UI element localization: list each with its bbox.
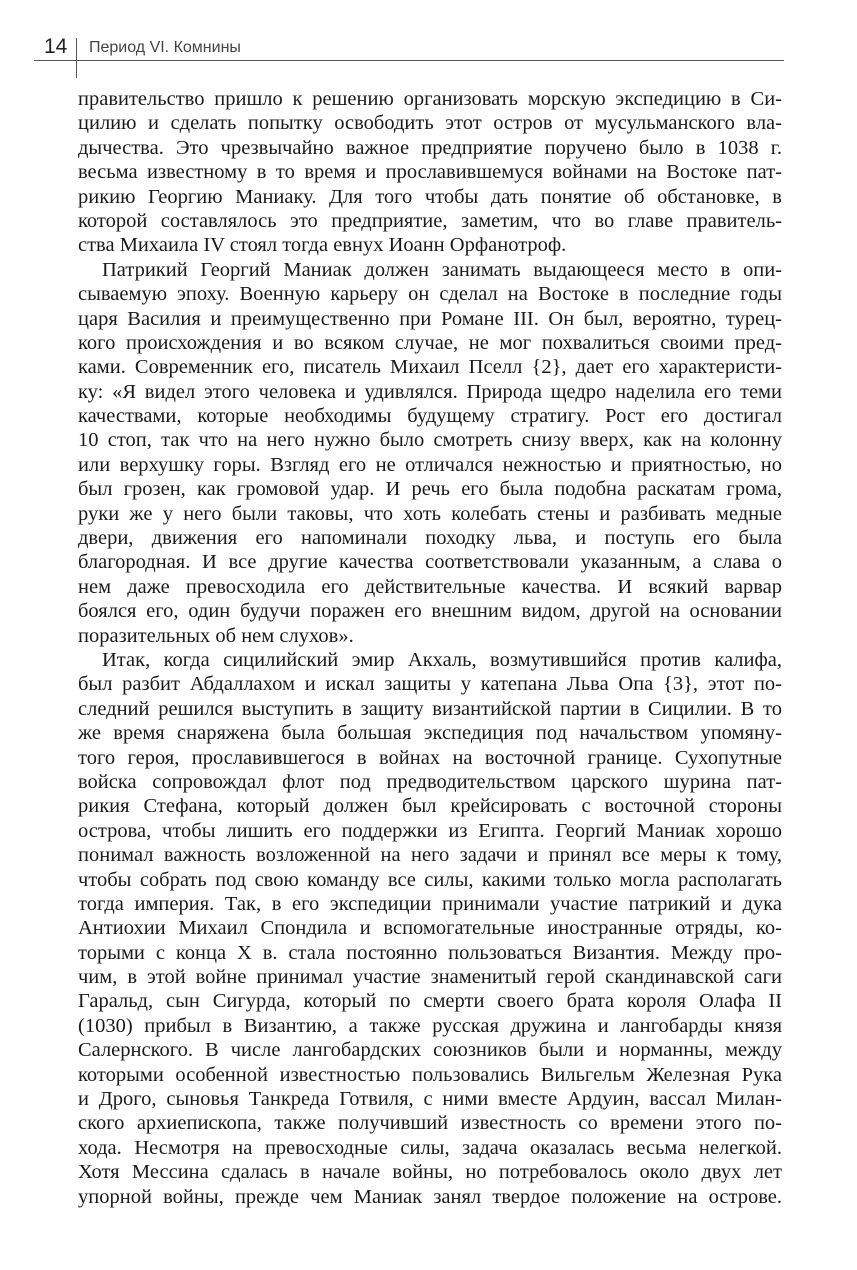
text-line: следний решился выступить в защиту византийской партии в Сицилии. В то: [78, 697, 782, 720]
text-line: рикия Стефана, который должен был крейсировать с восточной стороны: [78, 795, 782, 818]
text-line: или верхушку горы. Взгляд его не отличался нежностью и приятностью, но: [78, 453, 782, 476]
text-line: кого происхождения и во всяком случае, не мог похвалиться своими пред-: [78, 331, 782, 354]
text-line: благородная. И все другие качества соответствовали указанным, а слава о: [78, 551, 782, 574]
text-line: тогда империя. Так, в его экспедиции принимали участие патрикий и дука: [78, 892, 782, 915]
text-line: ку: «Я видел этого человека и удивлялся. Природа щедро наделила его теми: [78, 380, 782, 403]
running-title: Период VI. Комнины: [89, 39, 241, 56]
text-line: сываемую эпоху. Военную карьеру он сделал на Востоке в последние годы: [78, 283, 782, 306]
header-divider-tick: [76, 38, 77, 78]
text-line: рикию Георгию Маниаку. Для того чтобы дать понятие об обстановке, в: [78, 185, 782, 208]
text-line: и Дрого, сыновья Танкреда Готвиля, с ними вместе Ардуин, вассал Милан-: [78, 1088, 782, 1111]
text-line: Антиохии Михаил Спондила и вспомогательные иностранные отряды, ко-: [78, 917, 782, 940]
header-rule: [34, 60, 784, 61]
text-line: понимал важность возложенной на него задачи и принял все меры к тому,: [78, 844, 782, 867]
running-head: [34, 34, 784, 64]
text-line: того героя, прославившегося в войнах на восточной границе. Сухопутные: [78, 746, 782, 769]
text-line: был грозен, как громовой удар. И речь его была подобна раскатам грома,: [78, 478, 782, 501]
text-line: ства Михаила IV стоял тогда евнух Иоанн Орфанотроф.: [78, 234, 567, 257]
text-line: чим, в этой войне принимал участие знаменитый герой скандинавской саги: [78, 966, 782, 989]
text-line: ского архиепископа, также получивший известность со времени этого по-: [78, 1112, 782, 1135]
text-line: поразительных об нем слухов».: [78, 624, 354, 647]
text-line: 10 стоп, так что на него нужно было смотреть снизу вверх, как на колонну: [78, 429, 782, 452]
page-number: 14: [44, 35, 68, 58]
text-line: ками. Современник его, писатель Михаил Пселл {2}, дает его характеристи-: [78, 356, 782, 379]
text-line: руки же у него были таковы, что хоть колебать стены и разбивать медные: [78, 502, 782, 525]
text-line: войска сопровождал флот под предводительством царского шурина пат-: [78, 770, 782, 793]
text-line: был разбит Абдаллахом и искал защиты у катепана Льва Опа {3}, этот по-: [78, 673, 782, 696]
text-line: которыми особенной известностью пользовались Вильгельм Железная Рука: [78, 1063, 782, 1086]
text-line: которой составлялось это предприятие, заметим, что во главе правитель-: [78, 209, 782, 232]
text-line: дычества. Это чрезвычайно важное предприятие поручено было в 1038 г.: [78, 136, 782, 159]
text-line: упорной войны, прежде чем Маниак занял твердое положение на острове.: [78, 1185, 782, 1208]
text-line: хода. Несмотря на превосходные силы, задача оказалась весьма нелегкой.: [78, 1136, 782, 1159]
text-line: двери, движения его напоминали походку льва, и поступь его была: [78, 527, 782, 550]
text-line: царя Василия и преимущественно при Романе III. Он был, вероятно, турец-: [78, 307, 782, 330]
text-line: острова, чтобы лишить его поддержки из Египта. Георгий Маниак хорошо: [78, 819, 782, 842]
text-line: Салернского. В числе лангобардских союзников были и норманны, между: [78, 1039, 782, 1062]
body-text: [78, 87, 782, 1209]
text-line: Патрикий Георгий Маниак должен занимать выдающееся место в опи-: [102, 258, 782, 281]
text-line: Гаральд, сын Сигурда, который по смерти своего брата короля Олафа II: [78, 990, 782, 1013]
text-line: нем даже превосходила его действительные качества. И всякий варвар: [78, 575, 782, 598]
text-line: весьма известному в то время и прославившемуся войнами на Востоке пат-: [78, 161, 782, 184]
text-line: боялся его, один будучи поражен его внешним видом, другой на основании: [78, 600, 782, 623]
text-line: Итак, когда сицилийский эмир Акхаль, возмутившийся против калифа,: [102, 648, 782, 671]
text-line: правительство пришло к решению организовать морскую экспедицию в Си-: [78, 88, 782, 110]
text-line: качествами, которые необходимы будущему стратигу. Рост его достигал: [78, 405, 782, 428]
text-line: Хотя Мессина сдалась в начале войны, но потребовалось около двух лет: [78, 1161, 782, 1184]
text-line: (1030) прибыл в Византию, а также русская дружина и лангобарды князя: [78, 1014, 782, 1037]
text-line: цилию и сделать попытку освободить этот остров от мусульманского вла-: [78, 112, 782, 135]
text-line: же время снаряжена была большая экспедиция под начальством упомяну-: [78, 722, 782, 745]
text-line: торыми с конца X в. стала постоянно пользоваться Византия. Между про-: [78, 941, 782, 964]
text-line: чтобы собрать под свою команду все силы, какими только могла располагать: [78, 868, 782, 891]
